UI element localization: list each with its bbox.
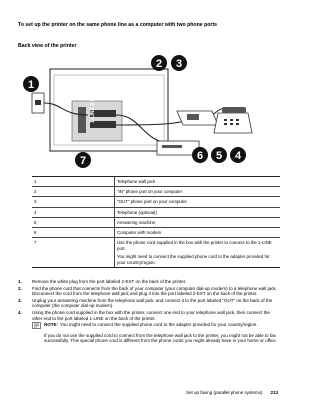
callout-1	[23, 76, 39, 92]
footer-section: Set up faxing (parallel phone systems)	[185, 390, 263, 395]
legend-number: 2	[32, 187, 115, 197]
legend-description-extra: You might need to connect the supplied phone cord to the adapter provided for your country/region.	[117, 254, 270, 265]
callout-6	[192, 147, 208, 163]
step-number: 1.	[18, 279, 22, 284]
callout-3	[171, 55, 187, 71]
legend-description: Use the phone cord supplied in the box with the printer to connect to the 1-LINE port.	[117, 240, 272, 251]
table-row	[32, 177, 280, 187]
step-text: Unplug your answering machine from the telephone wall jack, and connect it to the port labeled "OUT" on the back of the computer (the computer dial-up modem).	[32, 297, 273, 309]
note-icon	[32, 322, 44, 331]
note-box	[32, 322, 280, 331]
wall-jack-icon	[32, 93, 44, 113]
table-row	[32, 227, 280, 237]
legend-description: "OUT" phone port on your computer	[115, 197, 281, 207]
svg-text:7: 7	[79, 155, 87, 167]
note-body: If you do not use the supplied cord to connect from the telephone wall jack to the printer, you might not be able to fax successfully. This special phone cord is different from the phone cords you might already have in your home or office.	[44, 332, 278, 344]
page-footer	[186, 390, 278, 395]
callout-7	[75, 152, 91, 168]
callout-5	[211, 147, 227, 163]
port-label: 1-LINE 2-EXT	[90, 91, 96, 123]
table-row	[32, 207, 280, 217]
connection-diagram	[22, 53, 254, 171]
step-text: Using the phone cord supplied in the box with the printer, connect one end to your telephone wall jack, then connect the other end to the port labeled 1-LINE on the back of the printer.	[32, 309, 270, 321]
list-item	[18, 286, 280, 297]
table-row	[32, 238, 280, 268]
table-row	[32, 197, 280, 207]
note-text: You might need to connect the supplied phone cord to the adapter provided for your country/region.	[60, 322, 258, 328]
step-number: 4.	[18, 309, 22, 315]
legend-number: 1	[32, 177, 115, 187]
section-title: To set up the printer on the same phone line as a computer with two phone ports	[18, 22, 218, 28]
legend-number: 4	[32, 207, 115, 217]
telephone-icon	[214, 107, 252, 133]
step-text: Remove the white plug from the port labeled 2-EXT on the back of the printer.	[32, 279, 187, 284]
page-number: 213	[270, 390, 278, 395]
legend-description: Answering machine	[115, 217, 281, 227]
step-number: 3.	[18, 297, 22, 303]
figure-title: Back view of the printer	[18, 43, 77, 49]
legend-number: 3	[32, 197, 115, 207]
legend-description: "IN" phone port on your computer	[115, 187, 281, 197]
callout-4	[230, 147, 246, 163]
callout-2	[151, 55, 167, 71]
note-label: NOTE:	[44, 322, 58, 328]
legend-description: Telephone (optional)	[115, 207, 281, 217]
printer-back-icon	[50, 69, 168, 151]
legend-number: 5	[32, 217, 115, 227]
step-number: 2.	[18, 285, 22, 291]
answering-machine-icon	[177, 111, 218, 125]
table-row	[32, 217, 280, 227]
legend-cell	[115, 238, 281, 268]
list-item	[18, 310, 280, 321]
legend-description: Computer with modem	[115, 227, 281, 237]
svg-text:4: 4	[234, 150, 242, 162]
legend-number: 6	[32, 227, 115, 237]
step-text: Find the phone cord that connects from the back of your computer (your computer dial-up modem) to a telephone wall jack. Disconnect the cord from the telephone wall jack and plug it into the port labeled 2-EXT on the back of the printer.	[32, 285, 277, 297]
svg-text:3: 3	[175, 58, 183, 70]
legend-description: Telephone wall jack	[115, 177, 281, 187]
list-item	[18, 298, 280, 309]
svg-text:6: 6	[196, 150, 204, 162]
svg-text:1: 1	[27, 79, 35, 91]
svg-text:5: 5	[215, 150, 223, 162]
list-item	[18, 279, 280, 285]
table-row	[32, 187, 280, 197]
svg-text:2: 2	[155, 58, 163, 70]
legend-table	[32, 176, 280, 268]
legend-number: 7	[32, 238, 115, 268]
instruction-steps	[18, 279, 280, 344]
